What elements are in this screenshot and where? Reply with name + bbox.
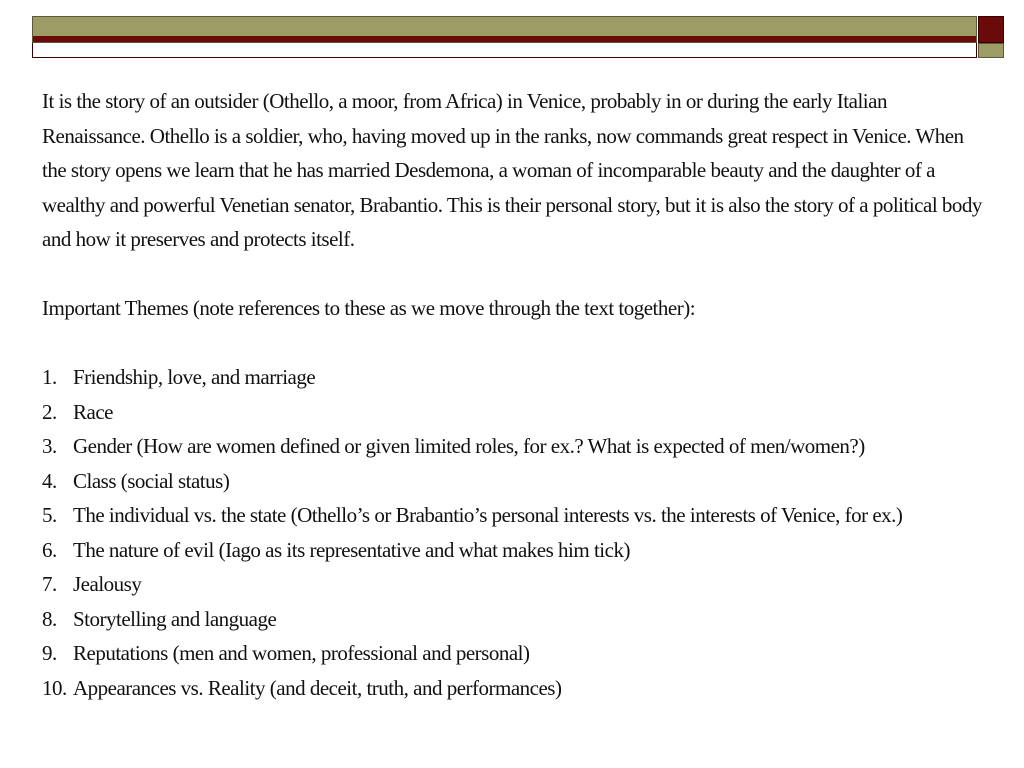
list-item-text: Reputations (men and women, professional and personal) (73, 641, 530, 665)
intro-paragraph: It is the story of an outsider (Othello, a moor, from Africa) in Venice, probably in or during the early Italian Renaissance. Othello is a soldier, who, having moved up in the ranks, now commands great respect in Venice. When the story opens we learn that he has married Desdemona, a woman of incomparable beauty and the daughter of a wealthy and powerful Venetian senator, Brabantio. This is their personal story, but it is also the story of a political body and how it preserves and protects itself. (42, 89, 982, 251)
list-item (42, 533, 990, 568)
list-item-text: Appearances vs. Reality (and deceit, truth, and performances) (73, 675, 562, 700)
list-item (42, 602, 990, 637)
title-bar-olive-band (33, 17, 976, 37)
list-item (42, 464, 990, 499)
list-item-number: 3. (42, 434, 57, 458)
list-item (42, 360, 990, 395)
list-item (42, 498, 990, 533)
list-item (42, 429, 990, 464)
list-item-number: 4. (42, 468, 57, 493)
list-item-number: 1. (42, 365, 57, 389)
list-item-number: 5. (42, 503, 57, 527)
list-item-text: Friendship, love, and marriage (73, 365, 316, 389)
list-item (42, 636, 990, 671)
corner-square-top (978, 16, 1004, 43)
themes-list (42, 360, 990, 705)
list-item-number: 10. (42, 675, 67, 700)
list-item-text: The nature of evil (Iago as its representative and what makes him tick) (73, 537, 630, 562)
list-item-text: Race (73, 399, 113, 424)
slide-title-bar (32, 16, 977, 43)
list-item-number: 9. (42, 641, 57, 665)
title-bar-maroon-band (33, 36, 976, 42)
slide-content (42, 84, 990, 705)
themes-heading: Important Themes (note references to these as we move through the text together): (42, 296, 696, 320)
list-item-text: Storytelling and language (73, 606, 277, 631)
list-item (42, 395, 990, 430)
list-item (42, 671, 990, 706)
list-item-number: 7. (42, 572, 57, 596)
list-item-text: Class (social status) (73, 468, 230, 493)
list-item-number: 2. (42, 399, 57, 424)
corner-square-bottom (978, 43, 1004, 58)
list-item-text: Jealousy (73, 572, 142, 596)
list-item (42, 567, 990, 602)
list-item-number: 8. (42, 606, 57, 631)
list-item-number: 6. (42, 537, 57, 562)
list-item-text: Gender (How are women defined or given limited roles, for ex.? What is expected of men/women?) (73, 434, 865, 458)
list-item-text: The individual vs. the state (Othello’s or Brabantio’s personal interests vs. the interests of Venice, for ex.) (73, 503, 903, 527)
title-bar-underline (32, 43, 977, 58)
